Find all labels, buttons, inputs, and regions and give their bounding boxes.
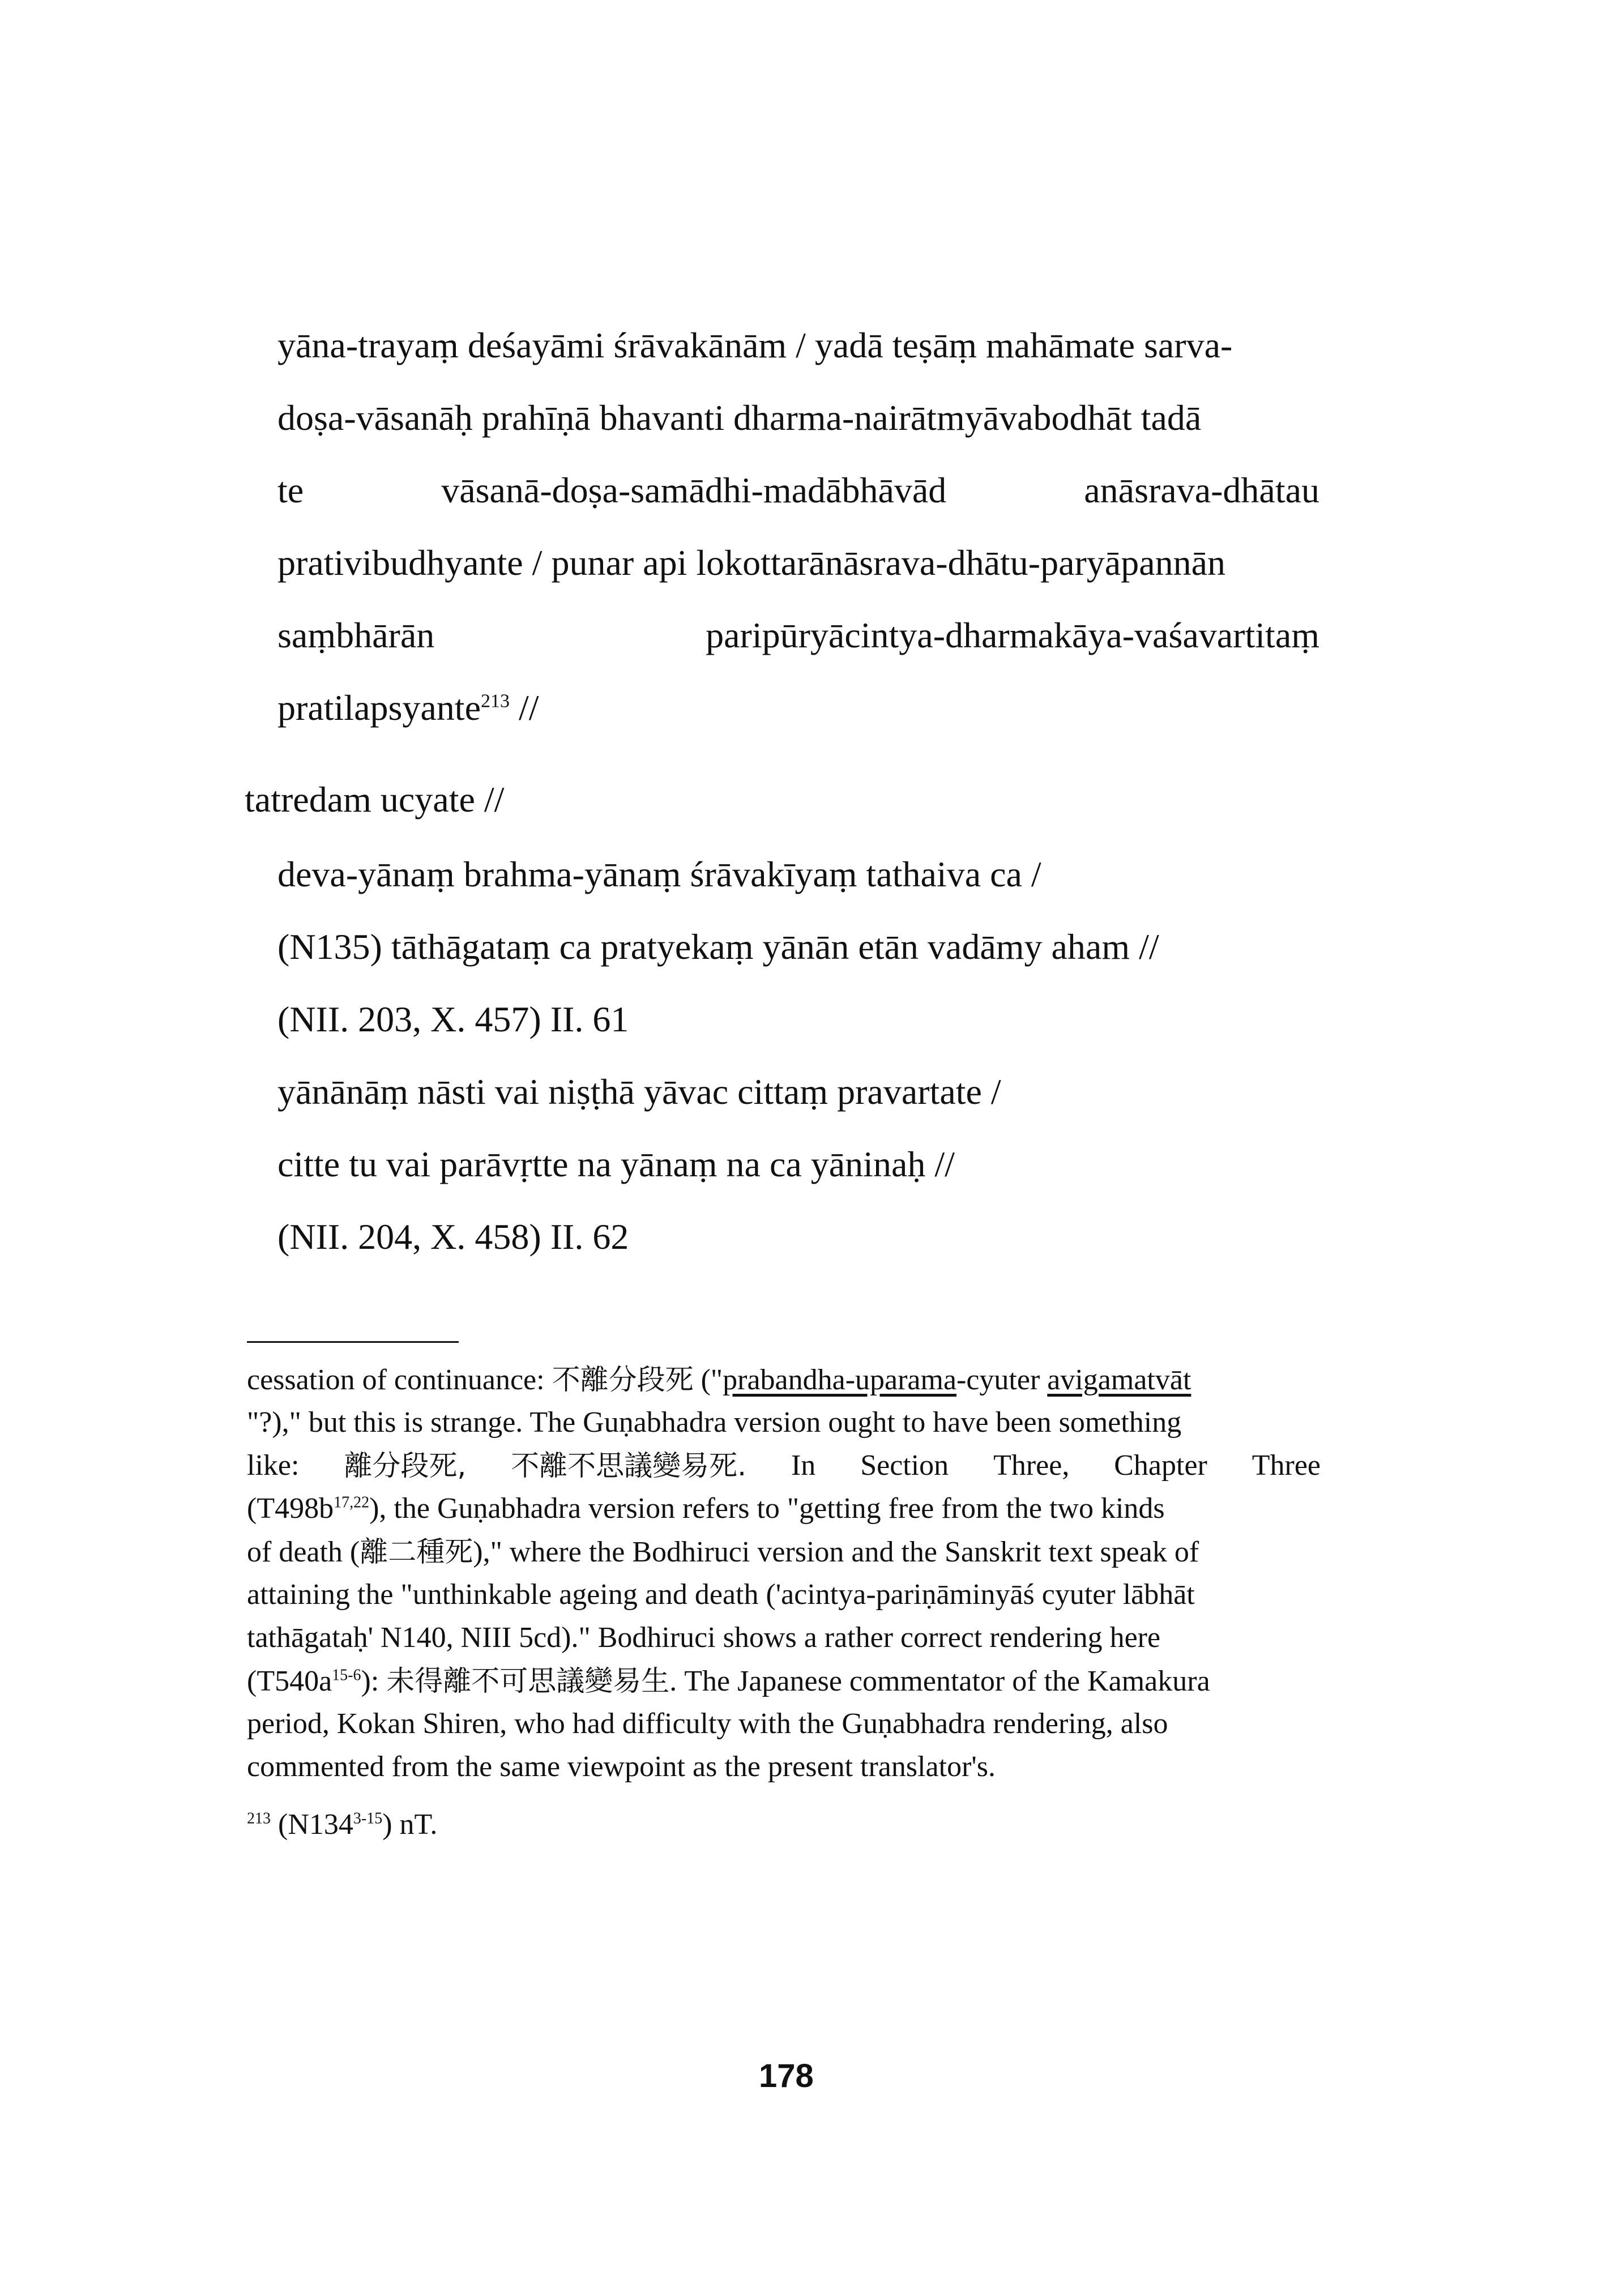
footnote-line-9: period, Kokan Shiren, who had difficulty with the Guṇabhadra rendering, also xyxy=(247,1708,1168,1740)
footnote-number: 213 xyxy=(247,1810,271,1828)
main-text-line-5-word-2: paripūryācintya-dharmakāya-vaśavartitaṃ xyxy=(706,615,1319,655)
main-text-line-3 xyxy=(277,472,1319,509)
footnote-text: . The Japanese commentator of the Kamakura xyxy=(669,1665,1210,1697)
footnote-cjk-text: 離分段死, xyxy=(344,1449,467,1482)
footnote-213 xyxy=(247,1803,437,1846)
footnote-text: cessation of continuance: xyxy=(247,1364,552,1396)
tatredam-line: tatredam ucyate // xyxy=(245,779,505,820)
footnote-text: (T540a xyxy=(247,1665,332,1697)
verse-reference-2: (NII. 204, X. 458) II. 62 xyxy=(277,1217,629,1257)
footnote-line-6: attaining the "unthinkable ageing and death ('acintya-pariṇāminyāś cyuter lābhāt xyxy=(247,1578,1195,1611)
verse-line-3: yānānāṃ nāsti vai niṣṭhā yāvac cittaṃ pravartate / xyxy=(277,1072,1001,1112)
footnote-line-3 xyxy=(247,1444,1321,1487)
footnote-cjk-text: 不離不思議變易死. xyxy=(511,1449,747,1482)
footnote-cjk-text: 不離分段死 xyxy=(552,1363,694,1396)
footnote-line-7: tathāgataḥ' N140, NIII 5cd)." Bodhiruci shows a rather correct rendering here xyxy=(247,1621,1161,1654)
footnote-cjk-text: 未得離不可思議變易生 xyxy=(386,1665,670,1697)
footnote-text: like: xyxy=(247,1449,300,1482)
main-text-line-6-end: // xyxy=(509,688,539,728)
footnote-superscript: 17,22 xyxy=(334,1493,370,1512)
footnote-line-10: commented from the same viewpoint as the present translator's. xyxy=(247,1751,996,1783)
main-text-line-6-text: pratilapsyante xyxy=(277,688,481,728)
footnote-text: -cyuter xyxy=(956,1364,1048,1396)
main-text-line-2: doṣa-vāsanāḥ prahīṇā bhavanti dharma-nairātmyāvabodhāt tadā xyxy=(277,398,1202,438)
footnote-line-5 xyxy=(247,1530,1321,1573)
page-number: 178 xyxy=(759,2058,814,2094)
footnote-text: (T498b xyxy=(247,1492,334,1525)
verse-reference-1: (NII. 203, X. 457) II. 61 xyxy=(277,999,629,1039)
footnote-line-1 xyxy=(247,1358,1321,1401)
verse-line-4: citte tu vai parāvṛtte na yānaṃ na ca yāninaḥ // xyxy=(277,1144,955,1184)
footnote-text: of death ( xyxy=(247,1536,360,1568)
verse-line-1: deva-yānaṃ brahma-yānaṃ śrāvakīyaṃ tathaiva ca / xyxy=(277,854,1041,894)
verse-line-2: (N135) tāthāgataṃ ca pratyekaṃ yānān etān vadāmy aham // xyxy=(277,927,1159,967)
main-text-line-4: prativibudhyante / punar api lokottarānāsrava-dhātu-paryāpannān xyxy=(277,543,1225,583)
footnote-text: ): xyxy=(361,1665,387,1697)
main-text-line-3-word-3: anāsrava-dhātau xyxy=(1084,470,1319,510)
footnote-cjk-text: 離二種死 xyxy=(360,1535,473,1568)
main-text-line-3-word-2: vāsanā-doṣa-samādhi-madābhāvād xyxy=(441,470,947,510)
main-text-line-5 xyxy=(277,617,1319,654)
footnote-text: )," where the Bodhiruci version and the Sanskrit text speak of xyxy=(473,1536,1199,1568)
footnote-text: Section xyxy=(860,1449,949,1482)
footnote-text: (N134 xyxy=(271,1808,353,1841)
footnote-underlined-term: prabandha-uparama xyxy=(723,1364,957,1396)
footnote-separator xyxy=(247,1341,459,1343)
footnote-line-2: "?)," but this is strange. The Guṇabhadra version ought to have been something xyxy=(247,1406,1182,1439)
footnote-underlined-term: avigamatvāt xyxy=(1047,1364,1191,1396)
footnote-line-4 xyxy=(247,1487,1321,1530)
footnote-text: In xyxy=(791,1449,816,1482)
footnote-text: (" xyxy=(693,1364,723,1396)
main-text-line-5-word-1: saṃbhārān xyxy=(277,615,435,655)
main-text-line-3-word-1: te xyxy=(277,470,304,510)
footnote-text: Chapter xyxy=(1114,1449,1207,1482)
footnote-text: ), the Guṇabhadra version refers to "getting free from the two kinds xyxy=(369,1492,1165,1525)
footnote-ref-213: 213 xyxy=(480,690,510,712)
footnote-text: ) nT. xyxy=(382,1808,438,1841)
footnote-text: Three, xyxy=(993,1449,1070,1482)
footnote-212-continued xyxy=(247,1358,1321,1789)
footnote-line-8 xyxy=(247,1659,1321,1702)
footnote-text: Three xyxy=(1252,1449,1321,1482)
footnote-superscript: 3-15 xyxy=(353,1810,383,1828)
footnote-superscript: 15-6 xyxy=(332,1666,361,1684)
main-text-line-1: yāna-trayaṃ deśayāmi śrāvakānām / yadā teṣāṃ mahāmate sarva- xyxy=(277,325,1233,365)
main-text-line-6 xyxy=(277,690,539,726)
